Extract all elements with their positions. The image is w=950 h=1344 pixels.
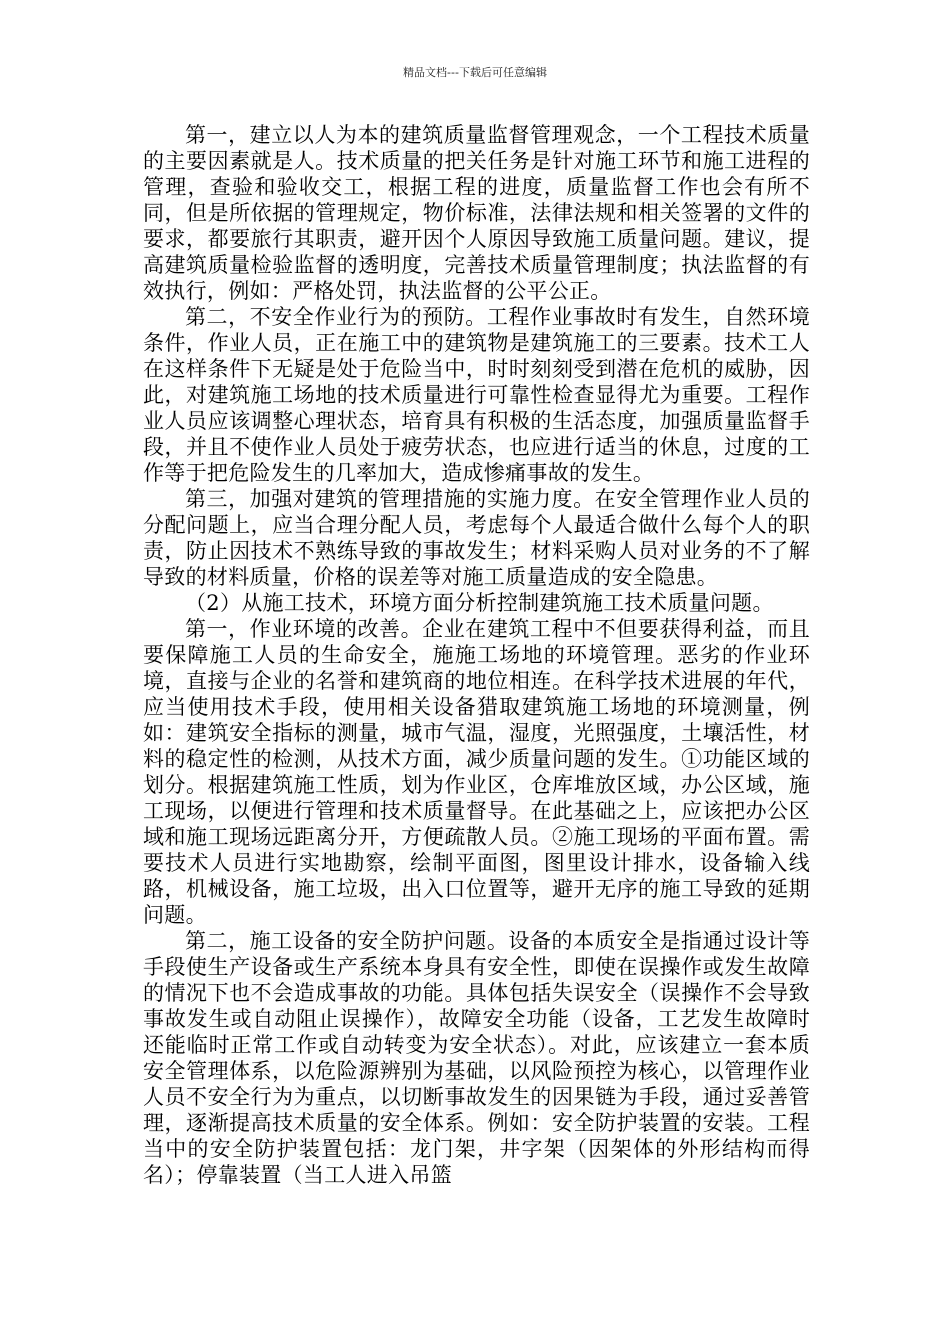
paragraph: 第二，施工设备的安全防护问题。设备的本质安全是指通过设计等手段使生产设备或生产系统本身具有安全性，即使在误操作或发生故障的情况下也不会造成事故的功能。具体包括失误安全（误操作不会导致事故发生或自动阻止误操作），故障安全功能（设备，工艺发生故障时还能临时正常工作或自动转变为安全状态）。对此，应该建立一套本质安全管理体系，以危险源辨别为基础，以风险预控为核心，以管理作业人员不安全行为为重点，以切断事故发生的因果链为手段，通过妥善管理，逐渐提高技术质量的安全体系。例如：安全防护装置的安装。工程当中的安全防护装置包括：龙门架，井字架（因架体的外形结构而得名）；停靠装置（当工人进入吊篮 xyxy=(143,929,810,1187)
paragraph: 第三，加强对建筑的管理措施的实施力度。在安全管理作业人员的分配问题上，应当合理分配人员，考虑每个人最适合做什么每个人的职责，防止因技术不熟练导致的事故发生；材料采购人员对业务的不了解导致的材料质量，价格的误差等对施工质量造成的安全隐患。 xyxy=(143,487,810,589)
paragraph: 第一，作业环境的改善。企业在建筑工程中不但要获得利益，而且要保障施工人员的生命安全，施施工场地的环境管理。恶劣的作业环境，直接与企业的名誉和建筑商的地位相连。在科学技术进展的年代，应当使用技术手段，使用相关设备猎取建筑施工场地的环境测量，例如：建筑安全指标的测量，城市气温，湿度，光照强度，土壤活性，材料的稳定性的检测，从技术方面，减少质量问题的发生。①功能区域的划分。根据建筑施工性质，划为作业区，仓库堆放区域，办公区域，施工现场，以便进行管理和技术质量督导。在此基础之上，应该把办公区域和施工现场远距离分开，方便疏散人员。②施工现场的平面布置。需要技术人员进行实地勘察，绘制平面图，图里设计排水，设备输入线路，机械设备，施工垃圾，出入口位置等，避开无序的施工导致的延期问题。 xyxy=(143,617,810,927)
document-body xyxy=(143,122,810,1188)
paragraph: 第一，建立以人为本的建筑质量监督管理观念，一个工程技术质量的主要因素就是人。技术质量的把关任务是针对施工环节和施工进程的管理，查验和验收交工，根据工程的进度，质量监督工作也会有所不同，但是所依据的管理规定，物价标准，法律法规和相关签署的文件的要求，都要旅行其职责，避开因个人原因导致施工质量问题。建议，提高建筑质量检验监督的透明度，完善技术质量管理制度；执法监督的有效执行，例如：严格处罚，执法监督的公平公正。 xyxy=(143,123,810,303)
page-header: 精品文档---下载后可任意编辑 xyxy=(403,66,547,79)
section-heading: （2）从施工技术，环境方面分析控制建筑施工技术质量问题。 xyxy=(185,591,774,615)
paragraph: 第二，不安全作业行为的预防。工程作业事故时有发生，自然环境条件，作业人员，正在施工中的建筑物是建筑施工的三要素。技术工人在这样条件下无疑是处于危险当中，时时刻刻受到潜在危机的威胁，因此，对建筑施工场地的技术质量进行可靠性检查显得尤为重要。工程作业人员应该调整心理状态，培育具有积极的生活态度，加强质量监督手段，并且不使作业人员处于疲劳状态，也应进行适当的休息，过度的工作等于把危险发生的几率加大，造成惨痛事故的发生。 xyxy=(143,305,810,485)
